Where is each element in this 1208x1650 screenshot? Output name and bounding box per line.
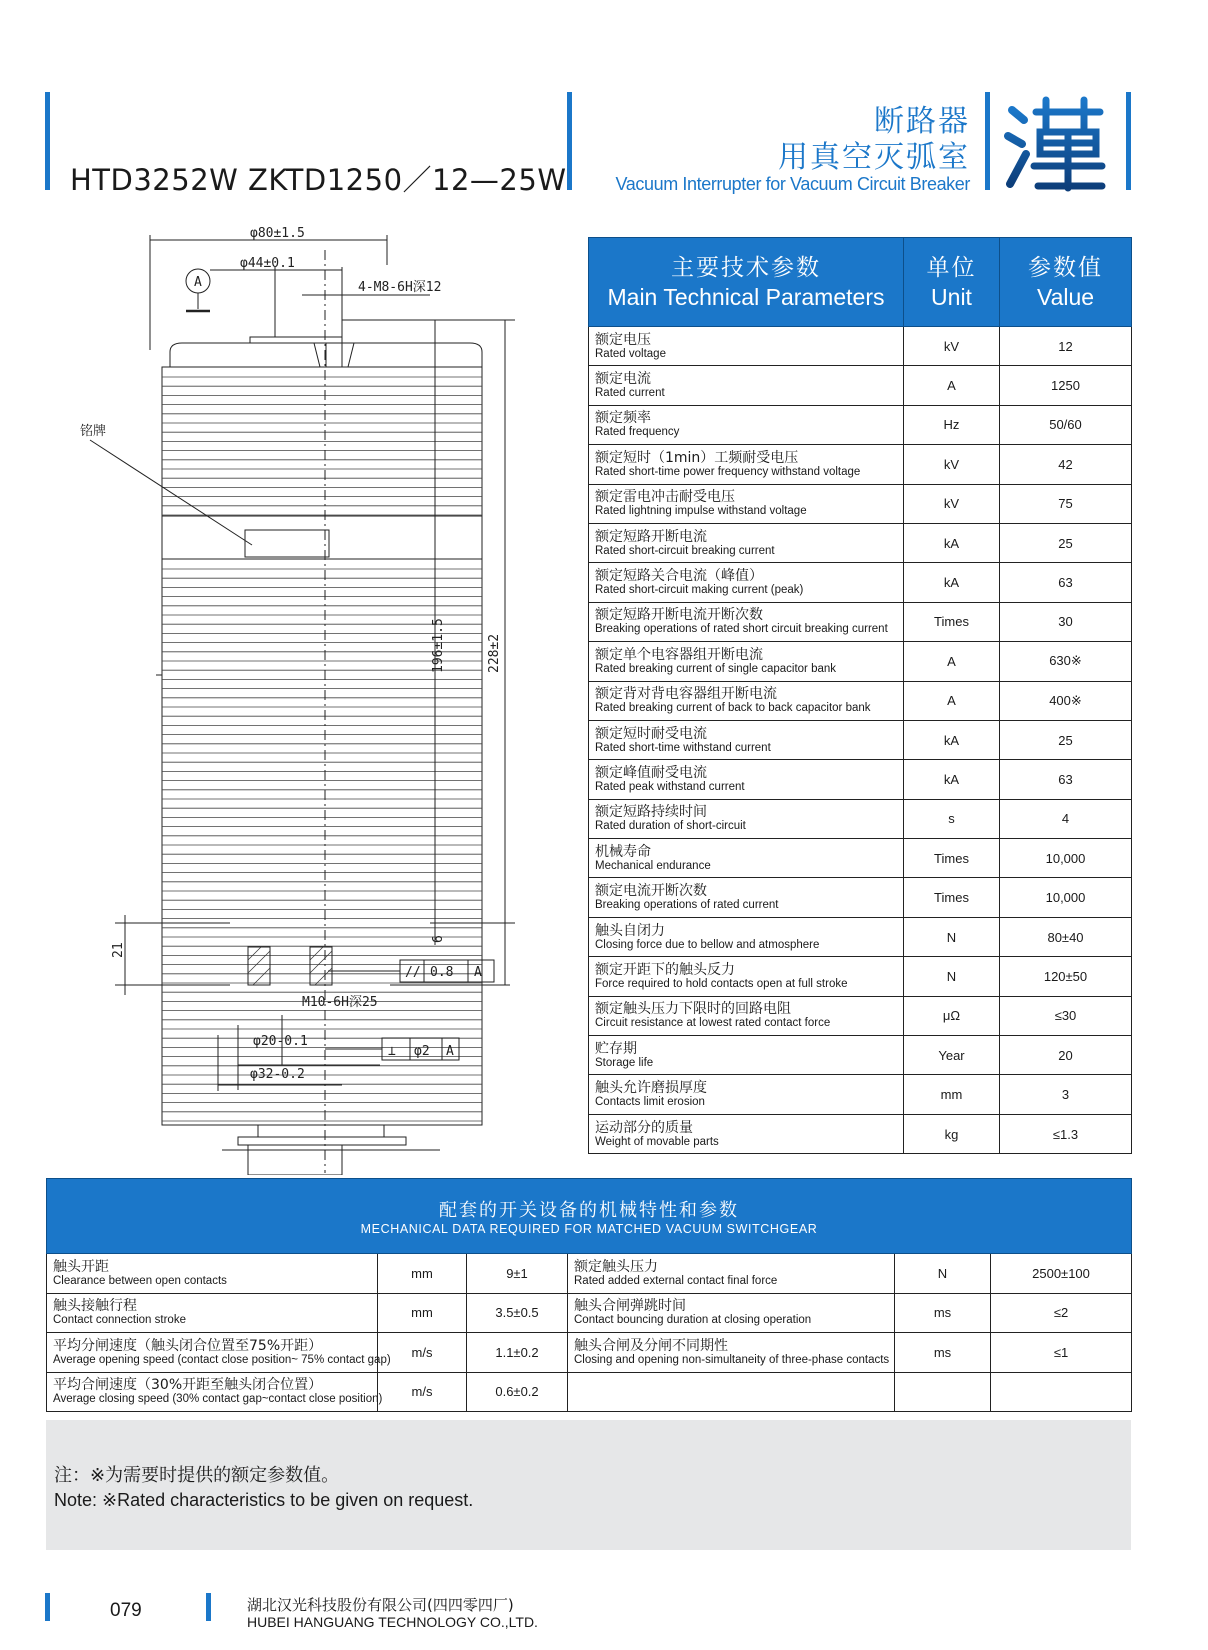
param-value: 75 <box>1000 484 1132 523</box>
param-name-cn: 额定峰值耐受电流 <box>595 764 707 781</box>
mechanical-row <box>47 1293 1132 1333</box>
main-parameters-table <box>588 237 1132 1154</box>
params-header-param-cn: 主要技术参数 <box>671 255 821 281</box>
perp-datum: A <box>446 1044 454 1059</box>
param-name-cn: 触头允许磨损厚度 <box>595 1080 707 1097</box>
params-row <box>589 327 1132 366</box>
params-row <box>589 563 1132 602</box>
mech-left-value: 0.6±0.2 <box>467 1372 568 1412</box>
param-name-en: Rated short-circuit making current (peak) <box>595 584 804 597</box>
param-name <box>589 917 904 956</box>
params-row <box>589 799 1132 838</box>
title-cn-line2: 用真空灭弧室 <box>778 140 970 175</box>
mech-left-name <box>47 1254 378 1294</box>
mech-right-value: ≤1 <box>991 1333 1132 1373</box>
param-unit: μΩ <box>904 996 1000 1035</box>
param-name <box>589 799 904 838</box>
param-unit: A <box>904 366 1000 405</box>
dim-inner-dia: φ44±0.1 <box>240 256 295 271</box>
company-name-en: HUBEI HANGUANG TECHNOLOGY CO.,LTD. <box>247 1614 538 1630</box>
note-cn: 注：※为需要时提供的额定参数值。 <box>54 1465 340 1486</box>
params-header-param <box>589 238 904 327</box>
params-row <box>589 445 1132 484</box>
params-row <box>589 1036 1132 1075</box>
param-name-cn: 额定背对背电容器组开断电流 <box>595 686 777 703</box>
mech-right-value <box>991 1372 1132 1412</box>
mech-right-name-cn: 触头合闸弹跳时间 <box>574 1298 686 1315</box>
param-name <box>589 445 904 484</box>
param-unit: Times <box>904 839 1000 878</box>
param-value: ≤1.3 <box>1000 1114 1132 1153</box>
param-value: 30 <box>1000 602 1132 641</box>
param-name-en: Closing force due to bellow and atmosphere <box>595 938 820 951</box>
param-value: 25 <box>1000 720 1132 759</box>
param-name-cn: 额定电流开断次数 <box>595 883 707 900</box>
param-name-en: Rated breaking current of single capacitor bank <box>595 662 837 675</box>
param-value: 25 <box>1000 523 1132 562</box>
param-name <box>589 839 904 878</box>
mech-right-name <box>568 1372 895 1412</box>
mechanical-row <box>47 1333 1132 1373</box>
param-name-en: Force required to hold contacts open at full stroke <box>595 977 848 990</box>
dim-thread-top: 4-M8-6H深12 <box>358 280 442 295</box>
perp-value: φ2 <box>414 1044 430 1059</box>
param-name-en: Circuit resistance at lowest rated contact force <box>595 1017 831 1030</box>
dim-height-196: 196±1.5 <box>431 618 446 673</box>
mech-left-name-en: Average closing speed (30% contact gap~contact close position) <box>53 1393 383 1406</box>
param-unit: Year <box>904 1036 1000 1075</box>
params-row <box>589 878 1132 917</box>
mech-right-unit <box>895 1372 991 1412</box>
mechanical-header <box>47 1179 1132 1254</box>
note-en: Note: ※Rated characteristics to be given on request. <box>54 1490 474 1510</box>
mech-right-name-cn: 额定触头压力 <box>574 1258 658 1275</box>
param-value: 12 <box>1000 327 1132 366</box>
parallel-symbol: // <box>405 965 421 980</box>
header-bar-middle <box>567 92 572 190</box>
param-name-en: Mechanical endurance <box>595 859 711 872</box>
param-unit: s <box>904 799 1000 838</box>
dim-6: 6 <box>431 935 446 943</box>
params-row <box>589 1114 1132 1153</box>
param-name-cn: 额定开距下的触头反力 <box>595 961 735 978</box>
param-name-cn: 额定电流 <box>595 371 651 388</box>
param-name-en: Rated voltage <box>595 347 666 360</box>
params-header-row <box>589 238 1132 327</box>
param-name-en: Rated short-circuit breaking current <box>595 544 775 557</box>
mech-right-value: ≤2 <box>991 1293 1132 1333</box>
param-unit: kA <box>904 720 1000 759</box>
params-header-value <box>1000 238 1132 327</box>
params-row <box>589 917 1132 956</box>
dim-outer-dia: φ80±1.5 <box>250 226 305 241</box>
param-name-cn: 额定短路持续时间 <box>595 804 707 821</box>
params-row <box>589 1075 1132 1114</box>
model-title: HTD3252W ZKTD1250／12—25W <box>70 163 567 197</box>
mech-left-unit: m/s <box>378 1333 467 1373</box>
mechanical-data-table <box>46 1178 1132 1412</box>
mech-left-value: 1.1±0.2 <box>467 1333 568 1373</box>
param-name <box>589 681 904 720</box>
param-name <box>589 1075 904 1114</box>
mechanical-row <box>47 1254 1132 1294</box>
parallel-value: 0.8 <box>430 965 454 980</box>
params-header-value-cn: 参数值 <box>1028 255 1103 281</box>
param-name-cn: 触头自闭力 <box>595 922 665 939</box>
dim-phi20: φ20-0.1 <box>253 1034 308 1049</box>
params-row <box>589 523 1132 562</box>
param-name <box>589 523 904 562</box>
param-value: 3 <box>1000 1075 1132 1114</box>
param-name <box>589 957 904 996</box>
param-name-cn: 额定短路关合电流（峰值） <box>595 568 763 585</box>
thread-bottom: M10-6H深25 <box>302 995 378 1010</box>
mech-right-value: 2500±100 <box>991 1254 1132 1294</box>
param-unit: kV <box>904 484 1000 523</box>
title-en: Vacuum Interrupter for Vacuum Circuit Breaker <box>615 174 970 194</box>
param-name <box>589 484 904 523</box>
param-name <box>589 602 904 641</box>
mech-right-unit: ms <box>895 1333 991 1373</box>
mech-left-name <box>47 1293 378 1333</box>
param-value: 10,000 <box>1000 878 1132 917</box>
mech-left-name-en: Contact connection stroke <box>53 1314 186 1327</box>
footer-bar-left <box>45 1593 50 1621</box>
param-name-cn: 额定短路开断电流 <box>595 528 707 545</box>
param-name-cn: 额定短时耐受电流 <box>595 725 707 742</box>
mech-left-value: 3.5±0.5 <box>467 1293 568 1333</box>
param-value: 1250 <box>1000 366 1132 405</box>
mech-right-name-en: Rated added external contact final force <box>574 1274 778 1287</box>
param-value: 4 <box>1000 799 1132 838</box>
param-name-en: Rated lightning impulse withstand voltage <box>595 505 807 518</box>
params-header-param-en: Main Technical Parameters <box>607 284 885 310</box>
param-name <box>589 1114 904 1153</box>
param-name-cn: 额定电压 <box>595 331 651 348</box>
param-unit: kA <box>904 760 1000 799</box>
param-name-en: Storage life <box>595 1056 654 1069</box>
header-bar-left <box>45 92 50 190</box>
params-header-unit <box>904 238 1000 327</box>
param-name-cn: 机械寿命 <box>595 843 651 860</box>
param-name-en: Rated short-time power frequency withstand voltage <box>595 465 861 478</box>
param-name-cn: 额定雷电冲击耐受电压 <box>595 489 735 506</box>
param-name-en: Contacts limit erosion <box>595 1096 705 1109</box>
params-header-value-en: Value <box>1036 284 1095 310</box>
nameplate-label: 铭牌 <box>80 424 107 439</box>
mech-right-unit: ms <box>895 1293 991 1333</box>
param-name-en: Breaking operations of rated short circuit breaking current <box>595 623 888 636</box>
param-name-en: Breaking operations of rated current <box>595 899 779 912</box>
mech-left-name <box>47 1372 383 1412</box>
params-row <box>589 681 1132 720</box>
params-header-unit-en: Unit <box>931 284 972 310</box>
param-name-cn: 运动部分的质量 <box>595 1119 693 1136</box>
params-row <box>589 484 1132 523</box>
param-name <box>589 720 904 759</box>
mechanical-title-cn: 配套的开关设备的机械特性和参数 <box>439 1200 740 1221</box>
param-name <box>589 1036 904 1075</box>
param-unit: Times <box>904 602 1000 641</box>
params-row <box>589 996 1132 1035</box>
param-value: 50/60 <box>1000 405 1132 444</box>
param-unit: A <box>904 681 1000 720</box>
param-name <box>589 642 904 681</box>
param-name <box>589 878 904 917</box>
mech-left-value: 9±1 <box>467 1254 568 1294</box>
param-name-cn: 额定频率 <box>595 410 651 427</box>
mech-right-name-cn: 触头合闸及分闸不同期性 <box>574 1337 728 1354</box>
mech-left-name-cn: 平均分闸速度（触头闭合位置至75%开距） <box>53 1337 323 1354</box>
perp-symbol: ⊥ <box>388 1044 396 1059</box>
datum-a-label: A <box>194 275 202 290</box>
param-name-en: Rated current <box>595 387 665 400</box>
mech-right-name-en: Contact bouncing duration at closing operation <box>574 1314 812 1327</box>
mech-right-name <box>568 1333 895 1373</box>
mech-right-unit: N <box>895 1254 991 1294</box>
param-value: 63 <box>1000 563 1132 602</box>
param-value: 63 <box>1000 760 1132 799</box>
param-unit: kV <box>904 327 1000 366</box>
param-value: 20 <box>1000 1036 1132 1075</box>
param-name <box>589 327 904 366</box>
mech-left-name-en: Average opening speed (contact close position~ 75% contact gap) <box>53 1353 391 1366</box>
params-row <box>589 720 1132 759</box>
param-unit: kA <box>904 523 1000 562</box>
params-row <box>589 839 1132 878</box>
param-name <box>589 760 904 799</box>
param-name <box>589 405 904 444</box>
mech-right-name-en: Closing and opening non-simultaneity of three-phase contacts <box>574 1353 890 1366</box>
param-name-en: Rated short-time withstand current <box>595 741 771 754</box>
mech-left-name-cn: 触头接触行程 <box>53 1298 137 1315</box>
footer-bar-mid <box>206 1593 211 1621</box>
mechanical-title-en: MECHANICAL DATA REQUIRED FOR MATCHED VACUUM SWITCHGEAR <box>360 1222 818 1236</box>
mech-right-name <box>568 1293 895 1333</box>
params-row <box>589 602 1132 641</box>
params-row <box>589 760 1132 799</box>
mech-left-name <box>47 1333 391 1373</box>
dim-height-228: 228±2 <box>487 633 502 673</box>
mech-left-name-cn: 平均合闸速度（30%开距至触头闭合位置） <box>53 1377 323 1394</box>
params-row <box>589 642 1132 681</box>
mech-left-unit: m/s <box>378 1372 467 1412</box>
company-name-cn: 湖北汉光科技股份有限公司(四四零四厂) <box>247 1596 514 1614</box>
mech-left-name-cn: 触头开距 <box>53 1258 109 1275</box>
param-name-cn: 额定短时（1min）工频耐受电压 <box>595 449 799 466</box>
param-value: 400※ <box>1000 681 1132 720</box>
param-name-en: Rated peak withstand current <box>595 780 745 793</box>
param-name <box>589 996 904 1035</box>
header-bar-right <box>1126 92 1131 190</box>
dim-phi32: φ32-0.2 <box>250 1067 305 1082</box>
params-row <box>589 405 1132 444</box>
mech-left-unit: mm <box>378 1293 467 1333</box>
params-header-unit-cn: 单位 <box>926 255 977 281</box>
mech-left-name-en: Clearance between open contacts <box>53 1274 227 1287</box>
param-name-cn: 额定触头压力下限时的回路电阻 <box>595 1001 791 1018</box>
param-name-en: Rated duration of short-circuit <box>595 820 746 833</box>
parallel-datum: A <box>474 965 482 980</box>
param-unit: kV <box>904 445 1000 484</box>
param-unit: Times <box>904 878 1000 917</box>
page-number: 079 <box>110 1600 142 1621</box>
param-unit: A <box>904 642 1000 681</box>
params-row <box>589 366 1132 405</box>
param-unit: kg <box>904 1114 1000 1153</box>
params-row <box>589 957 1132 996</box>
param-unit: Hz <box>904 405 1000 444</box>
mechanical-header-row <box>47 1179 1132 1254</box>
param-name-cn: 贮存期 <box>595 1040 637 1057</box>
header-bar-logo-left <box>985 92 990 190</box>
param-value: 10,000 <box>1000 839 1132 878</box>
param-unit: mm <box>904 1075 1000 1114</box>
param-value: 80±40 <box>1000 917 1132 956</box>
param-name-cn: 额定短路开断电流开断次数 <box>595 607 763 624</box>
param-name <box>589 366 904 405</box>
param-unit: kA <box>904 563 1000 602</box>
mechanical-row <box>47 1372 1132 1412</box>
dim-21: 21 <box>111 942 126 958</box>
mech-right-name <box>568 1254 895 1294</box>
mech-left-unit: mm <box>378 1254 467 1294</box>
param-unit: N <box>904 957 1000 996</box>
param-value: 42 <box>1000 445 1132 484</box>
param-name-en: Rated breaking current of back to back capacitor bank <box>595 702 871 715</box>
param-name-en: Weight of movable parts <box>595 1135 719 1148</box>
param-name-en: Rated frequency <box>595 426 680 439</box>
param-unit: N <box>904 917 1000 956</box>
param-name-cn: 额定单个电容器组开断电流 <box>595 646 763 663</box>
technical-drawing <box>70 225 570 1175</box>
company-logo <box>1002 92 1106 192</box>
param-name <box>589 563 904 602</box>
title-cn-line1: 断路器 <box>874 104 970 139</box>
param-value: 120±50 <box>1000 957 1132 996</box>
param-value: 630※ <box>1000 642 1132 681</box>
param-value: ≤30 <box>1000 996 1132 1035</box>
